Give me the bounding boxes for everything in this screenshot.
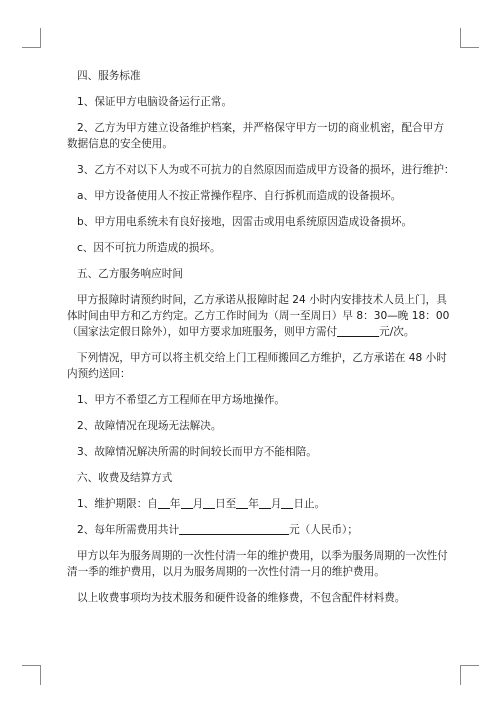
start-day-blank — [203, 496, 215, 509]
paragraph-5-2-3: 3、故障情况解决所需的时间较长而甲方不能相陪。 — [77, 446, 317, 458]
annual-fee-line: 2、每年所需费用共计 元（人民币）； — [77, 524, 358, 536]
crop-mark-top-left-h — [22, 47, 41, 48]
crop-mark-bottom-left-h — [22, 665, 41, 666]
annual-fee-blank — [179, 522, 289, 535]
crop-mark-bottom-left-v — [40, 665, 41, 685]
paragraph-6-4: 以上收费事项均为技术服务和硬件设备的维修费，不包含配件材料费。 — [77, 592, 406, 604]
maintenance-period-line: 1、维护期限：自 年 月 日至 年 月 日止。 — [77, 498, 326, 510]
paragraph-4-3: 3、乙方不对以下人为或不可抗力的自然原因而造成甲方设备的损坏，进行维护： — [77, 164, 455, 176]
end-day-blank — [281, 496, 293, 509]
end-year-blank — [236, 496, 248, 509]
paragraph-5-2-2: 2、故障情况在现场无法解决。 — [77, 420, 222, 432]
section-heading-5: 五、乙方服务响应时间 — [77, 268, 183, 280]
paragraph-5-1: 甲方报障时请预约时间，乙方承诺从报障时起 24 小时内安排技术人员上门，具 体时间由甲方和乙方约定。乙方工作时间为（周一至周日）早 8：30—晚 18：00 （国家法定假日除外），如甲方要求加班服务，则甲方需付 元/次。 — [67, 294, 450, 338]
crop-mark-bottom-right-h — [460, 665, 479, 666]
paragraph-4-3-a: a、甲方设备使用人不按正常操作程序、自行拆机而造成的设备损坏。 — [77, 190, 402, 202]
paragraph-5-2-1: 1、甲方不希望乙方工程师在甲方场地操作。 — [77, 394, 286, 406]
paragraph-4-3-b: b、甲方用电系统未有良好接地，因雷击或用电系统原因造成设备损坏。 — [77, 216, 413, 228]
crop-mark-bottom-right-v — [460, 665, 461, 685]
paragraph-6-3: 甲方以年为服务周期的一次性付清一年的维护费用，以季为服务周期的一次性付 清一季的维护费用，以月为服务周期的一次性付清一月的维护费用。 — [67, 550, 448, 578]
crop-mark-top-right-v — [460, 28, 461, 48]
crop-mark-top-right-h — [460, 47, 479, 48]
section-heading-6: 六、收费及结算方式 — [77, 472, 173, 484]
section-heading-4: 四、服务标准 — [77, 70, 141, 82]
start-year-blank — [158, 496, 170, 509]
paragraph-4-3-c: c、因不可抗力所造成的损坏。 — [77, 242, 221, 254]
start-month-blank — [181, 496, 193, 509]
paragraph-4-1: 1、保证甲方电脑设备运行正常。 — [77, 96, 233, 108]
document-body — [67, 68, 455, 616]
crop-mark-top-left-v — [40, 28, 41, 48]
paragraph-4-2: 2、乙方为甲方建立设备维护档案，并严格保守甲方一切的商业机密，配合甲方 数据信息的安全使用。 — [67, 122, 444, 150]
overtime-fee-blank — [337, 324, 379, 337]
overtime-fee-line: （国家法定假日除外），如甲方要求加班服务，则甲方需付 元/次。 — [67, 326, 415, 338]
end-month-blank — [259, 496, 271, 509]
paragraph-5-2: 下列情况，甲方可以将主机交给上门工程师搬回乙方维护，乙方承诺在 48 小时 内预约送回： — [67, 352, 447, 380]
